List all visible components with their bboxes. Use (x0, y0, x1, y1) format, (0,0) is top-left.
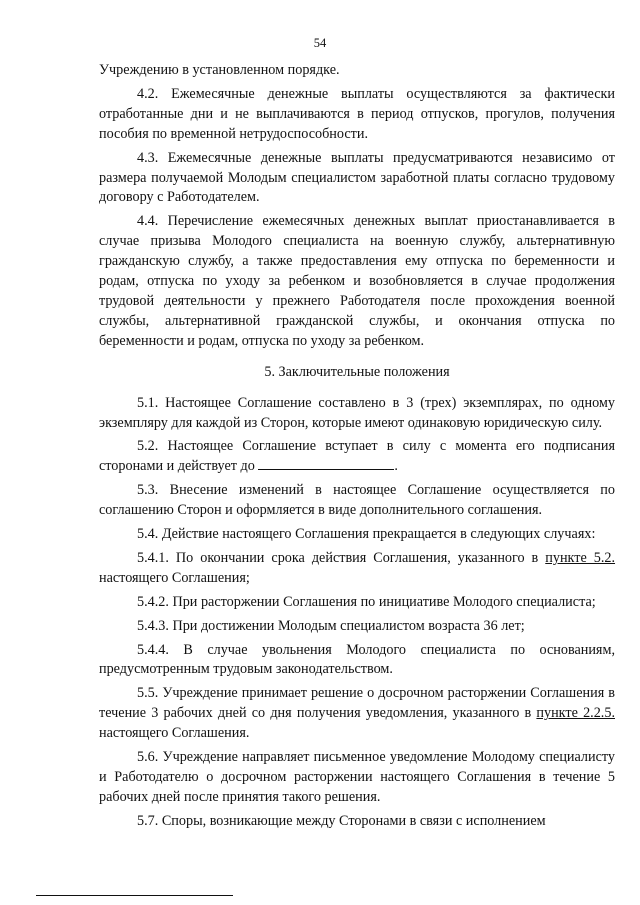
link-punkt-5-2[interactable]: пункте 5.2. (545, 549, 616, 566)
paragraph-5-2-end: . (394, 458, 398, 475)
footnote-separator-line (36, 895, 233, 896)
paragraph-5-4: 5.4. Действие настоящего Соглашения прекращается в следующих случаях: (137, 526, 596, 543)
paragraph-5-4-2: 5.4.2. При расторжении Соглашения по инициативе Молодого специалиста; (137, 593, 596, 610)
paragraph-5-3: 5.3. Внесение изменений в настоящее Соглашение осуществляется по соглашению Сторон и оформляется в виде дополнительного соглашения. (99, 482, 615, 519)
paragraph-5-5 (99, 684, 615, 744)
paragraph-5-4-3: 5.4.3. При достижении Молодым специалистом возраста 36 лет; (137, 617, 525, 634)
date-blank-line (258, 457, 394, 470)
paragraph-5-5-end: настоящего Соглашения. (99, 725, 250, 742)
paragraph-5-7: 5.7. Споры, возникающие между Сторонами в связи с исполнением (137, 812, 546, 829)
paragraph-5-4-1 (99, 549, 615, 589)
paragraph-4-4: 4.4. Перечисление ежемесячных денежных выплат приостанавливается в случае призыва Молодого специалиста на военную службу, альтернативную гражданскую службу, а также предоставления ему отпуска по беременности и родам, отпуска по уходу за ребенком и возобновляется в случае продолжения трудовой деятельности у прежнего Работодателя после прохождения военной службы, альтернативной гражданской службы, и окончания отпуска по беременности и родам, отпуска по уходу за ребенком. (99, 213, 615, 349)
paragraph-5-4-1-end: настоящего Соглашения; (99, 569, 250, 586)
paragraph-5-1: 5.1. Настоящее Соглашение составлено в 3 (трех) экземплярах, по одному экземпляру для каждой из Сторон, которые имеют одинаковую юридическую силу. (99, 394, 615, 431)
paragraph-5-4-1-text: 5.4.1. По окончании срока действия Соглашения, указанного в (137, 549, 539, 566)
link-punkt-2-2-5[interactable]: пункте 2.2.5. (536, 705, 615, 722)
paragraph-continuation: Учреждению в установленном порядке. (99, 62, 340, 78)
paragraph-5-5-text: 5.5. Учреждение принимает решение о досрочном расторжении Соглашения в течение 3 рабочих дней со дня получения уведомления, указанного в (99, 685, 615, 722)
paragraph-4-2: 4.2. Ежемесячные денежные выплаты осуществляются за фактически отработанные дни и не выплачиваются в период отпусков, прогулов, получения пособия по временной нетрудоспособности. (99, 85, 615, 142)
paragraph-5-4-4: 5.4.4. В случае увольнения Молодого специалиста по основаниям, предусмотренным трудовым законодательством. (99, 641, 615, 678)
paragraph-5-6: 5.6. Учреждение направляет письменное уведомление Молодому специалисту и Работодателю о досрочном расторжении настоящего Соглашения в течение 5 рабочих дней после принятия такого решения. (99, 749, 615, 805)
section-title: 5. Заключительные положения (264, 363, 450, 380)
paragraph-5-2 (99, 437, 615, 477)
paragraph-4-3: 4.3. Ежемесячные денежные выплаты предусматриваются независимо от размера получаемой Молодым специалистом заработной платы согласно трудовому договору с Работодателем. (99, 149, 615, 206)
paragraph-5-2-text: 5.2. Настоящее Соглашение вступает в силу с момента его подписания сторонами и действует до (99, 438, 615, 475)
document-body (99, 61, 615, 832)
page-number: 54 (313, 36, 327, 50)
